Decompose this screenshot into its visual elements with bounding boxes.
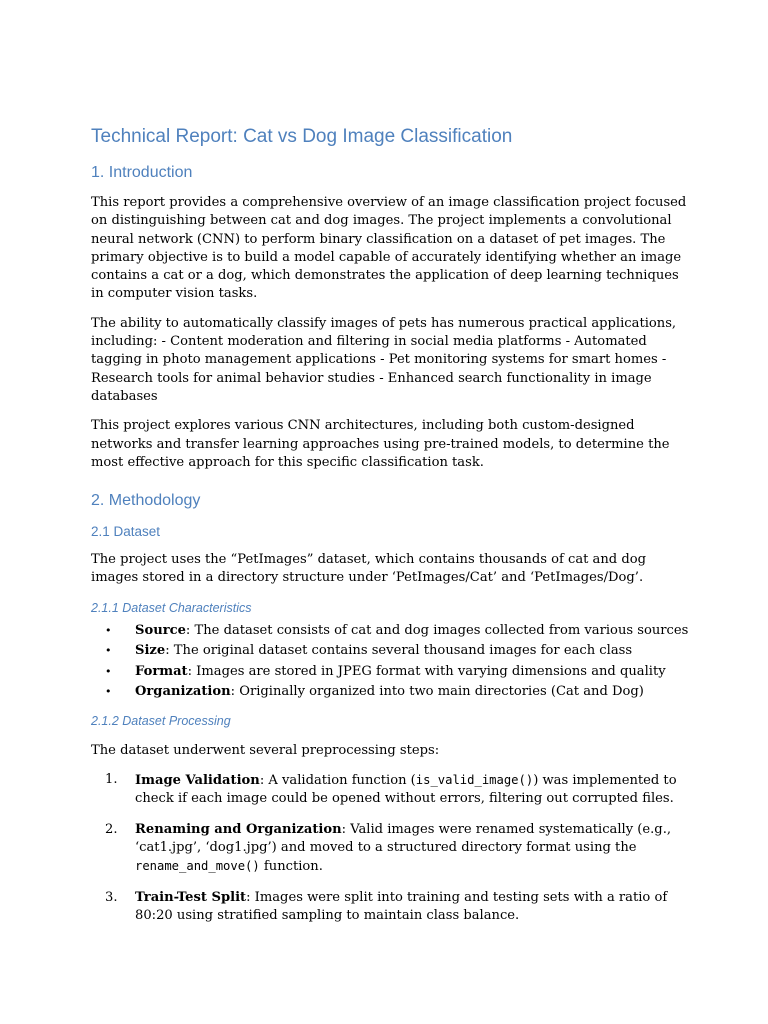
section-methodology-heading: 2. Methodology bbox=[91, 492, 201, 510]
intro-paragraph-1: This report provides a comprehensive overview of an image classification project focused on distinguishing between cat and dog images. The project implements a convolutional neural network (CNN) to perform binary classification on a dataset of pet images. The primary objective is to build a model capable of accurately identifying whether an image contains a cat or a dog, which demonstrates the application of deep learning techniques in computer vision tasks. bbox=[91, 195, 687, 302]
step-label: Renaming and Organization bbox=[135, 821, 342, 837]
list-item bbox=[91, 821, 691, 877]
list-item bbox=[91, 682, 691, 703]
step-code: rename_and_move() bbox=[135, 859, 260, 874]
list-item-text: : Images are stored in JPEG format with varying dimensions and quality bbox=[187, 663, 666, 679]
list-item bbox=[91, 889, 691, 926]
step-number: 3. bbox=[105, 889, 118, 905]
list-item-text: : Originally organized into two main directories (Cat and Dog) bbox=[230, 684, 644, 700]
list-item-label: Source bbox=[135, 622, 186, 638]
list-item bbox=[91, 771, 691, 809]
subsection-dataset-heading: 2.1 Dataset bbox=[91, 524, 161, 540]
dataset-processing-steps bbox=[91, 771, 691, 925]
step-text-pre: : A validation function ( bbox=[259, 773, 416, 789]
list-item-text: : The original dataset contains several thousand images for each class bbox=[165, 643, 633, 659]
list-item bbox=[91, 641, 691, 662]
list-item-label: Format bbox=[135, 663, 188, 679]
step-text-pre: : Images were split into training and testing sets with a ratio of 80:20 using stratified sampling to maintain class balance. bbox=[135, 889, 668, 923]
dataset-characteristics-list bbox=[91, 621, 691, 703]
step-label: Train-Test Split bbox=[135, 889, 247, 905]
list-item-label: Organization bbox=[135, 684, 231, 700]
list-item-text: : The dataset consists of cat and dog images collected from various sources bbox=[185, 622, 689, 638]
dataset-characteristics-heading: 2.1.1 Dataset Characteristics bbox=[91, 600, 252, 615]
section-introduction-heading: 1. Introduction bbox=[91, 164, 193, 181]
intro-paragraph-3: This project explores various CNN architectures, including both custom-designed networks and transfer learning approaches using pre-trained models, to determine the most effective approach for this specific classification task. bbox=[91, 418, 670, 470]
dataset-paragraph: The project uses the “PetImages” dataset, which contains thousands of cat and dog images stored in a directory structure under ‘PetImages/Cat’ and ‘PetImages/Dog’. bbox=[91, 552, 646, 586]
intro-paragraph-2: The ability to automatically classify images of pets has numerous practical applications, including: - Content moderation and filtering in social media platforms - Automated tagging in photo management applications - Pet monitoring systems for smart homes - Research tools for animal behavior studies - Enhanced search functionality in image databases bbox=[91, 315, 677, 404]
step-label: Image Validation bbox=[135, 773, 260, 789]
step-number: 2. bbox=[105, 821, 118, 837]
step-text-pre: : Valid images were renamed systematically (e.g., ‘cat1.jpg’, ‘dog1.jpg’) and moved to a structured directory format using the bbox=[135, 821, 672, 855]
dataset-processing-intro: The dataset underwent several preprocessing steps: bbox=[91, 742, 440, 758]
step-code: is_valid_image() bbox=[415, 773, 534, 788]
list-item bbox=[91, 662, 691, 683]
report-title: Technical Report: Cat vs Dog Image Classification bbox=[91, 126, 513, 147]
document-body bbox=[91, 124, 691, 937]
dataset-processing-heading: 2.1.2 Dataset Processing bbox=[91, 713, 231, 728]
step-number: 1. bbox=[105, 772, 118, 788]
step-text-post: function. bbox=[259, 859, 323, 875]
step-text-post: ) was implemented to check if each image could be opened without errors, filtering out corrupted files. bbox=[135, 773, 677, 807]
list-item-label: Size bbox=[135, 643, 166, 659]
list-item bbox=[91, 621, 691, 642]
